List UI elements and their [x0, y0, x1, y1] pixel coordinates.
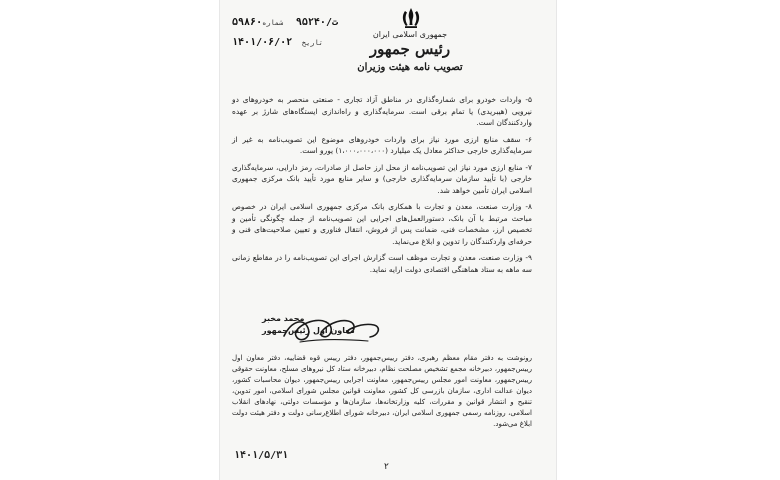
- clause-9: ۹- وزارت صنعت، معدن و تجارت موظف است گزارش اجرای این تصویب‌نامه را در مقاطع زمانی سه ماهه به ستاد هماهنگی اقتصادی دولت ارایه نماید.: [232, 253, 532, 274]
- cabinet-resolution-title: تصویب نامه هیئت وزیران: [357, 62, 463, 73]
- letter-number-value: ۵۹۸۶۰ت/۹۵۲۴۰: [232, 17, 338, 28]
- clause-7: ۷- منابع ارزی مورد نیاز این تصویب‌نامه از محل ارز حاصل از صادرات، رمز دارایی، سرمایه‌گذاری خارجی (با تأیید سازمان سرمایه‌گذاری خارجی) و سایر منابع مورد تأیید بانک مرکزی جمهوری اسلامی ایران تأمین خواهد شد.: [232, 162, 532, 195]
- clause-5: ۵- واردات خودرو برای شماره‌گذاری در مناطق آزاد تجاری - صنعتی منحصر به خودروهای دو نیرویی (هیبریدی) یا تمام برقی است. سرمایه‌گذاری و راه‌اندازی ایستگاه‌های شارژ بر عهده واردکنندگان است.: [232, 95, 532, 127]
- distribution-list: رونوشت به دفتر مقام معظم رهبری، دفتر رییس‌جمهور، دفتر رییس قوه قضاییه، دفتر معاون اول رییس‌جمهور، دبیرخانه مجمع تشخیص مصلحت نظام، دبیرخانه ستاد کل نیروهای مسلح، معاونت حقوقی رییس‌جمهور، معاونت امور مجلس رییس‌جمهور، معاونت اجرایی رییس‌جمهور، دیوان محاسبات کشور، دیوان عدالت اداری، سازمان بازرسی کل کشور، معاونت قوانین مجلس شورای اسلامی، امور تدوین، تنقیح و انتشار قوانین و مقررات، کلیه وزارتخانه‌ها، سازمان‌ها و مؤسسات دولتی، نهادهای انقلاب اسلامی، روزنامه رسمی جمهوری اسلامی ایران، دبیرخانه شورای اطلاع‌رسانی دولت و دفتر هیئت دولت ابلاغ می‌شود.: [232, 354, 532, 428]
- signatory-name: محمد مخبر: [262, 314, 305, 323]
- letter-date-label: تاریخ: [301, 39, 323, 47]
- letter-date-value: ۱۴۰۱/۰۶/۰۲: [232, 37, 293, 48]
- page-number: ۲: [384, 462, 389, 472]
- resolution-body: [232, 94, 532, 280]
- letter-date: [232, 30, 326, 49]
- president-title: رئیس جمهور: [369, 40, 451, 58]
- document-page: [220, 0, 556, 480]
- republic-header: جمهوری اسلامی ایران: [372, 30, 448, 39]
- letter-number-label: شماره: [262, 19, 284, 27]
- handwritten-signature: [278, 306, 388, 350]
- clause-8: ۸- وزارت صنعت، معدن و تجارت با همکاری بانک مرکزی جمهوری اسلامی ایران در خصوص مباحث مرتبط با آن بانک، دستورالعمل‌های اجرایی این تصویب‌نامه از جمله چگونگی تأمین و تخصیص ارز، مشخصات فنی، ضمانت پس از فروش، انتقال فناوری و تعیین صلاحیت‌های فنی و حرفه‌ای واردکنندگان را تدوین و ابلاغ می‌نماید.: [232, 202, 532, 246]
- signatory-title: معاون اول رئیس‌جمهور: [262, 326, 355, 335]
- letter-number: [232, 10, 338, 29]
- footer-date: ۱۴۰۱/۵/۳۱: [234, 450, 289, 461]
- clause-6: ۶- سقف منابع ارزی مورد نیاز برای واردات خودروهای موضوع این تصویب‌نامه به غیر از سرمایه‌گذاری خارجی حداکثر معادل یک میلیارد (۱،۰۰۰،۰۰۰،۰۰۰) یورو است.: [232, 134, 532, 155]
- iran-emblem-icon: [398, 5, 424, 31]
